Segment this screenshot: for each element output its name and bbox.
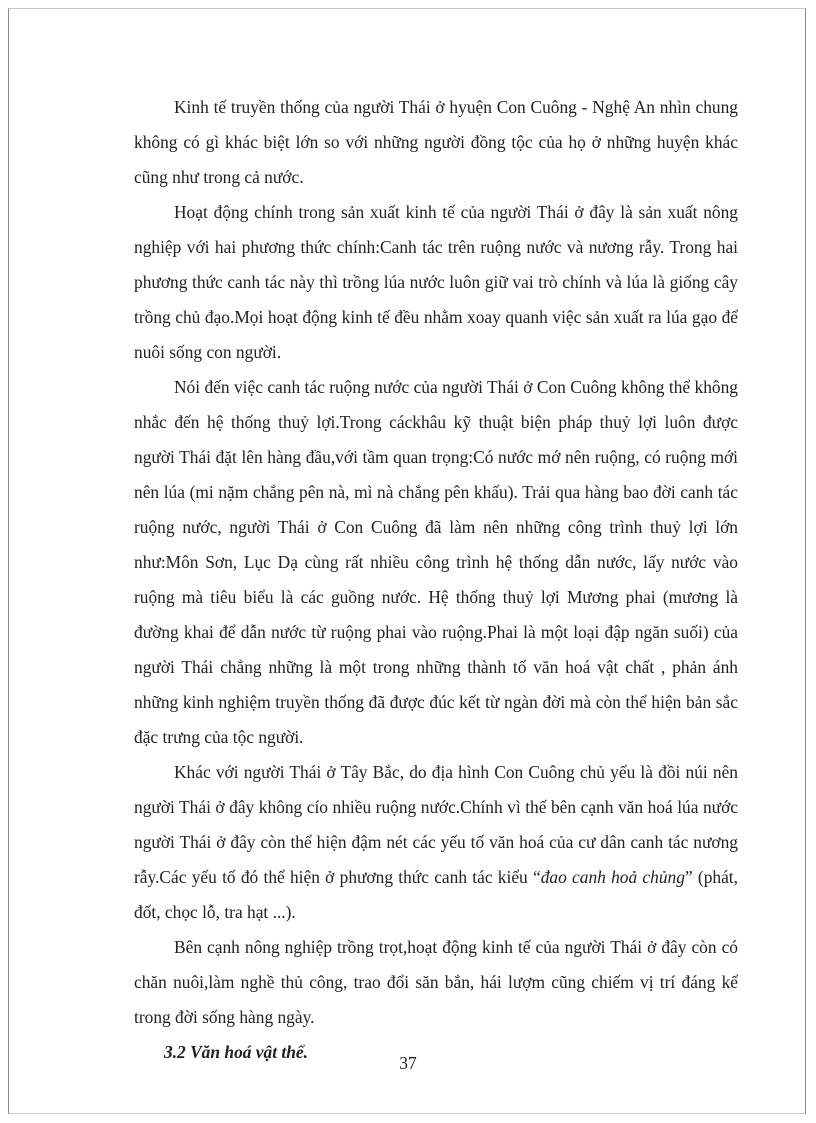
paragraph-agriculture: Hoạt động chính trong sản xuất kinh tế của người Thái ở đây là sản xuất nông nghiệp với hai phương thức chính:Canh tác trên ruộng nước và nương rẫy. Trong hai phương thức canh tác này thì trồng lúa nước luôn giữ vai trò chính và lúa là giống cây trồng chủ đạo.Mọi hoạt động kinh tế đều nhằm xoay quanh việc sản xuất ra lúa gạo để nuôi sống con người. (134, 202, 738, 362)
paragraph-swidden-farming (134, 755, 738, 930)
page-number: 37 (399, 1053, 417, 1073)
section-heading: 3.2 Văn hoá vật thể. (164, 1042, 308, 1062)
paragraph-text-after: ” (phát, đốt, chọc lỗ, tra hạt ...). (134, 867, 738, 922)
paragraph-text-before: Khác với người Thái ở Tây Bắc, do địa hình Con Cuông chủ yếu là đồi núi nên người Thái ở đây không cío nhiều ruộng nước.Chính vì thế bên cạnh văn hoá lúa nước người Thái ở đây còn thể hiện đậm nét các yếu tố văn hoá của cư dân canh tác nương rẫy.Các yếu tố đó thể hiện ở phương thức canh tác kiểu “ (134, 762, 738, 887)
document-body (134, 90, 738, 1070)
paragraph-economy-intro: Kinh tế truyền thống của người Thái ở hyuện Con Cuông - Nghệ An nhìn chung không có gì khác biệt lớn so với những người đồng tộc của họ ở những huyện khác cũng như trong cả nước. (134, 97, 738, 187)
italic-term: đao canh hoả chủng (540, 867, 685, 887)
paragraph-irrigation: Nói đến việc canh tác ruộng nước của người Thái ở Con Cuông không thể không nhắc đến hệ thống thuỷ lợi.Trong cáckhâu kỹ thuật biện pháp thuỷ lợi luôn được người Thái đặt lên hàng đầu,với tầm quan trọng:Có nước mớ nên ruộng, có ruộng mới nên lúa (mi nặm chắng pên nà, mì nà chắng pên khấu). Trải qua hàng bao đời canh tác ruộng nước, người Thái ở Con Cuông đã làm nên những công trình thuỷ lợi lớn như:Môn Sơn, Lục Dạ cùng rất nhiều công trình hệ thống dẫn nước, lấy nước vào ruộng mà tiêu biểu là các guồng nước. Hệ thống thuỷ lợi Mương phai (mương là đường khai để dẫn nước từ ruộng phai vào ruộng.Phai là một loại đập ngăn suối) của người Thái chẳng những là một trong những thành tố văn hoá vật chất , phản ánh những kinh nghiệm truyền thống đã được đúc kết từ ngàn đời mà còn thể hiện bản sắc đặc trưng của tộc người. (134, 377, 738, 747)
paragraph-other-activities: Bên cạnh nông nghiệp trồng trọt,hoạt động kinh tế của người Thái ở đây còn có chăn nuôi,làm nghề thủ công, trao đổi săn bắn, hái lượm cũng chiếm vị trí đáng kể trong đời sống hàng ngày. (134, 937, 738, 1027)
